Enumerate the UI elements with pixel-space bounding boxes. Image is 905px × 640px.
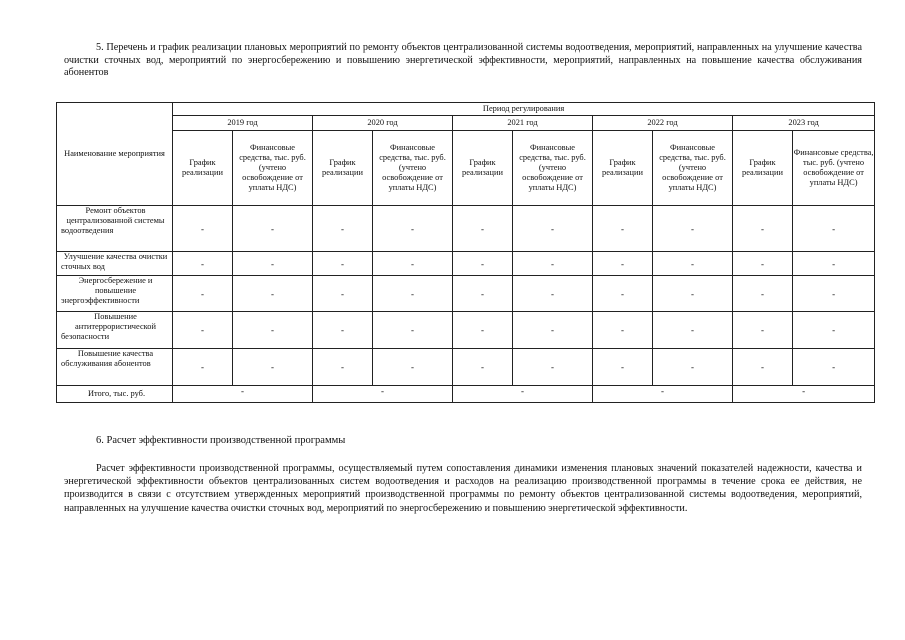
table-cell: - (313, 349, 373, 386)
table-cell: - (793, 276, 875, 312)
total-value-2019: - (173, 386, 313, 403)
table-cell: - (593, 312, 653, 349)
header-year-2023: 2023 год (733, 116, 875, 131)
table-cell: - (173, 252, 233, 276)
table-cell: - (793, 312, 875, 349)
table-cell: - (373, 206, 453, 252)
total-value-2022: - (593, 386, 733, 403)
table-cell: - (453, 252, 513, 276)
row-label: Повышение качества обслуживания абонентов (57, 349, 173, 386)
table-cell: - (173, 206, 233, 252)
header-schedule: График реализации (453, 131, 513, 206)
row-label: Повышение антитеррористической безопасности (57, 312, 173, 349)
table-cell: - (513, 206, 593, 252)
table-cell: - (733, 276, 793, 312)
table-cell: - (233, 312, 313, 349)
header-year-2020: 2020 год (313, 116, 453, 131)
row-label: Ремонт объектов централизованной системы водоотведения (57, 206, 173, 252)
table-cell: - (593, 252, 653, 276)
header-period: Период регулирования (173, 103, 875, 116)
table-cell: - (313, 252, 373, 276)
table-cell: - (513, 312, 593, 349)
table-row (57, 312, 875, 349)
section-5-title: 5. Перечень и график реализации плановых мероприятий по ремонту объектов централизованной системы водоотведения, мероприятий, направленных на улучшение качества очистки сточных вод, мероприятий по энергосбережению и повышению энергетической эффективности, мероприятий, направленных на повышение качества обслуживания абонентов (64, 42, 862, 79)
table-cell: - (733, 349, 793, 386)
table-cell: - (453, 349, 513, 386)
table-cell: - (233, 276, 313, 312)
total-value-2023: - (733, 386, 875, 403)
table-cell: - (313, 206, 373, 252)
table-cell: - (513, 276, 593, 312)
section-6-body: Расчет эффективности производственной программы, осуществляемый путем сопоставления динамики изменения плановых значений показателей надежности, качества и энергетической эффективности объектов централизованных систем водоотведения и расходов на реализацию производственной программы в течение срока ее действия, не производится в связи с отсутствием утвержденных мероприятий производственной программы по ремонту объектов централизованной системы водоотведения, мероприятий, направленных на улучшение качества очистки сточных вод, мероприятий по энергосбережению и повышению энергетической эффективности. (64, 463, 862, 514)
table-cell: - (593, 206, 653, 252)
table-cell: - (173, 276, 233, 312)
table-cell: - (373, 349, 453, 386)
table-cell: - (653, 349, 733, 386)
table-cell: - (733, 312, 793, 349)
table-cell: - (373, 312, 453, 349)
table-cell: - (173, 349, 233, 386)
table-cell: - (313, 312, 373, 349)
header-schedule: График реализации (733, 131, 793, 206)
header-schedule: График реализации (313, 131, 373, 206)
table-cell: - (313, 276, 373, 312)
header-schedule: График реализации (173, 131, 233, 206)
table-cell: - (593, 349, 653, 386)
table-cell: - (653, 276, 733, 312)
table-cell: - (453, 312, 513, 349)
table-cell: - (233, 206, 313, 252)
row-label: Энергосбережение и повышение энергоэффективности (57, 276, 173, 312)
table-row (57, 276, 875, 312)
header-year-2022: 2022 год (593, 116, 733, 131)
table-row (57, 252, 875, 276)
header-year-2019: 2019 год (173, 116, 313, 131)
table-cell: - (653, 312, 733, 349)
table-cell: - (233, 349, 313, 386)
total-row (57, 386, 875, 403)
table-cell: - (733, 252, 793, 276)
section-6-title: 6. Расчет эффективности производственной программы (96, 435, 346, 446)
events-schedule-table (56, 102, 875, 403)
table-cell: - (733, 206, 793, 252)
table-cell: - (513, 252, 593, 276)
table-cell: - (453, 206, 513, 252)
table-cell: - (373, 276, 453, 312)
table-cell: - (373, 252, 453, 276)
header-event-name: Наименование мероприятия (57, 103, 173, 206)
total-label: Итого, тыс. руб. (57, 386, 173, 403)
table-cell: - (793, 349, 875, 386)
header-year-2021: 2021 год (453, 116, 593, 131)
table-cell: - (793, 206, 875, 252)
header-funds: Финансовые средства, тыс. руб. (учтено освобождение от уплаты НДС) (653, 131, 733, 206)
table-cell: - (653, 252, 733, 276)
table-row (57, 349, 875, 386)
table-cell: - (593, 276, 653, 312)
table-cell: - (453, 276, 513, 312)
total-value-2021: - (453, 386, 593, 403)
total-value-2020: - (313, 386, 453, 403)
header-funds: Финансовые средства, тыс. руб. (учтено освобождение от уплаты НДС) (793, 131, 875, 206)
table-row (57, 206, 875, 252)
table-cell: - (653, 206, 733, 252)
header-schedule: График реализации (593, 131, 653, 206)
row-label: Улучшение качества очистки сточных вод (57, 252, 173, 276)
table-cell: - (793, 252, 875, 276)
header-funds: Финансовые средства, тыс. руб. (учтено освобождение от уплаты НДС) (513, 131, 593, 206)
table-cell: - (173, 312, 233, 349)
header-funds: Финансовые средства, тыс. руб. (учтено освобождение от уплаты НДС) (233, 131, 313, 206)
table-cell: - (233, 252, 313, 276)
header-funds: Финансовые средства, тыс. руб. (учтено освобождение от уплаты НДС) (373, 131, 453, 206)
table-cell: - (513, 349, 593, 386)
